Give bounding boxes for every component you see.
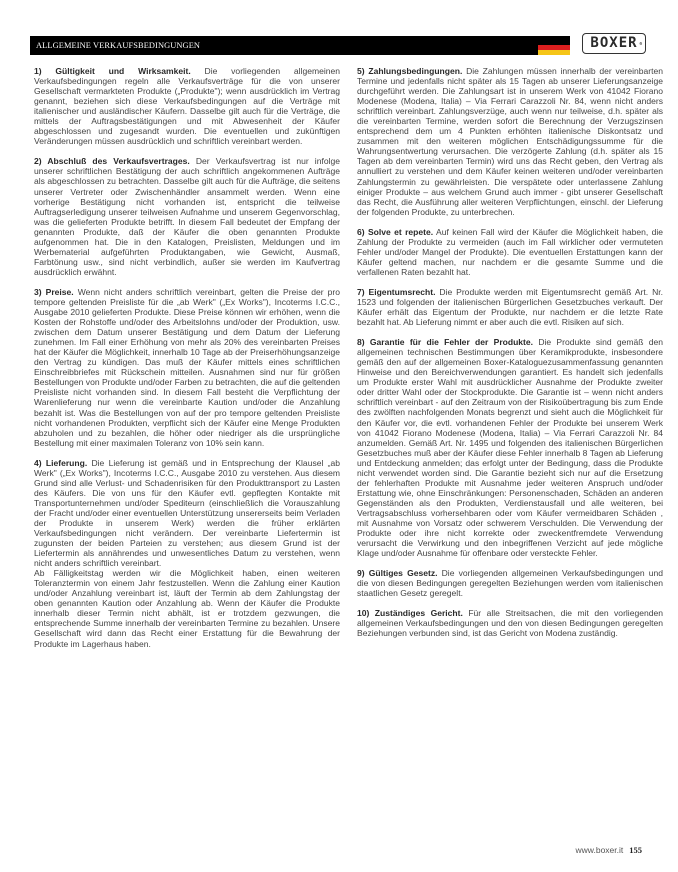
german-flag-icon <box>538 40 570 55</box>
boxer-logo <box>582 33 646 54</box>
clause-5 <box>357 66 663 217</box>
logo-text: BOXER <box>590 35 638 51</box>
clause-title: 9) Gültiges Gesetz. <box>357 568 438 579</box>
clause-7 <box>357 287 663 327</box>
right-column <box>357 66 663 648</box>
clause-title: 3) Preise. <box>34 286 74 297</box>
clause-title: 7) Eigentumsrecht. <box>357 286 436 297</box>
clause-body: Die Lieferung ist gemäß und in Entsprechung der Klausel „ab Werk" („Ex Works"), Incoterms I.C.C., Ausgabe 2010 zu verstehen. Aus diesem Grund sind alle Verlust- und Schadenrisiken für den Produkttransport zu Lasten des Käufers. Die von uns für den Käufer evtl. gepflegten Kontakte mit Transportunternehmen und/oder Spediteurn (einschließlich die Vorauszahlung der Fracht und/oder einer eventuellen Unterstützung unsererseits beim Verladen der Produkte in unserem Werk) werden die früher erklärten Verkaufsbedingungen nicht verändern. Der vereinbarte Liefertermin ist zugunsten der beiden Parteien zu verstehen; aus diesem Grund ist der Liefertermin als annährendes und unwesentliches Datum zu verstehen, wenn nicht anders schriftlich vereinbart. <box>34 457 341 569</box>
document-header-bar <box>30 36 538 55</box>
clause-body: Die Produkte sind gemäß den allgemeinen technischen Bestimmungen über Keramikprodukte, insbesondere gemäß den auf der allgemeinen Boxer-Kataloguezusammenfassung genannten Hinweise und den Bereichverwendungen garantiert. Es handelt sich jedenfalls um Produkte erster Wahl mit ausdrücklicher Ausnahme der Produkte zweiter oder dritter Wahl oder der Stockprodukte. Die Garantie ist – wenn nicht anders schriftlich vereinbart - auf den Zeitraum von der Risikoübertragung bis zum Ende des zwölften nachfolgenden Monats begrenzt und sieht auch die Möglichkeit für den Käufer vor, die evtl. vorhandenen Fehler der Produkte bei unserem Werk von 41042 Fiorano Modenese (Modena, Italia) – Via Ferrari Carazzoli Nr. 84 anzumelden. Gemäß Art. Nr. 1495 und folgenden des italienischen Bürgerlichen Gesetzbuches muß aber der Käufer diese Fehler innerhalb 8 Tagen ab Lieferung und Entdeckung anmelden; das erfolgt unter der Bedingung, dass die Produkte nicht verwendet worden sind. Die Garantie bezieht sich nur auf die Ersetzung der fehlerhaften Produkte mit Ausnahme jeder weiteren Anspruch und/oder Erstattung wie, ohne Einschränkungen: Personenschaden, Schäden an anderen Gegenständen als den Produkten, Verdienstausfall und alle weiteren, bei Vertragsabschluss vorhersehbaren oder vom Käufer vermeidbaren Schäden , mit Ausnahme von Vorsatz oder schwerem Verschulden. Die Verwendung der Produkte oder ihre nicht korrekte oder zweckentfremdete Verwendung verursacht die Verwirkung und den inbegriffenen Verzicht auf jede mögliche Klage und/oder Ausnahme für offenbare oder versteckte Fehler. <box>357 337 663 559</box>
clause-9 <box>357 568 663 598</box>
clause-8 <box>357 337 663 558</box>
clause-title: 2) Abschluß des Verkaufsvertrages. <box>34 156 190 167</box>
clause-title: 5) Zahlungsbedingungen. <box>357 66 463 76</box>
clause-3 <box>34 287 340 448</box>
clause-6 <box>357 227 663 277</box>
clause-title: 8) Garantie für die Fehler der Produkte. <box>357 337 534 348</box>
clause-body: Die vorliegenden allgemeinen Verkaufsbedingungen regeln alle Verkaufsverträge für die von unserer Gesellschaft vermarkteten Produkte („Produkte"); wenn ausdrücklich im Vertrag genannt, beziehen sich diese Verkaufsbedingungen auf die Verträge mit italienischer und ausländischer Käufern. Dasselbe gilt auch für die Verträge, die mittels der Auftragsbestätigungen und mit Abwesenheit der Käufer abgeschlossen und zugesandt wurden. Die eventuellen und zukünftigen Veränderungen müssen ausdrücklich und schriftlich vereinbart werden. <box>34 66 340 147</box>
left-column <box>34 66 340 659</box>
document-title: ALLGEMEINE VERKAUFSBEDINGUNGEN <box>36 41 201 50</box>
clause-title: 4) Lieferung. <box>34 457 88 468</box>
clause-body: Die Zahlungen müssen innerhalb der vereinbarten Termine und jedenfalls nicht später als 15 Tagen ab unserer Lieferungsanzeige durchgeführt werden. Die Zahlungsart ist in unserem Werk von 41042 Fiorano Modenese (Modena, Italia) – Via Ferrari Carazzoli Nr. 84, wenn nicht anders schriftlich vereinbart. Zahlungsverzüge, auch wenn nur teilweise, d.h. später als die vereinbarten Termine, werden sofort die Berechnung der Verzugszinsen entsprechend dem um 4 Punkten erhöhten italienische Diskontsatz und zusammen mit den weiteren möglichen Entschädigungssumme für die Wahrungsentwertung verursachen. Die verzögerte Zahlung (d.h. später als 15 Tagen ab dem vereinbarten Termin) wird uns das Recht geben, den Vertrag als annulliert zu verstehen und dem Käufer keinen weiteren und/oder vereinbarten Zahlungstermin zu gewährleisten. Die verspätete oder unterlassene Zahlung einiger Produkte – aus welchem Grund auch immer - gibt unserer Gesellschaft das Recht, die Ausführung aller weiteren Verpflichtungen, einschl. der Lieferung der folgenden Produkte, zu unterbrechen. <box>357 66 664 217</box>
clause-body: Wenn nicht anders schriftlich vereinbart, gelten die Preise der pro tempore geltenden Preisliste für die „ab Werk" („Ex Works"), Incoterms I.C.C., Ausgabe 2010 gelieferten Produkte. Diese Preise können wir erhöhen, wenn die Kosten der Rohstoffe und/oder des Arbeitslohns und/oder der Produktion, usw. zwischen dem Datum unserer Bestätigung und dem Datum der Lieferung zunehmen. Im Fall einer Erhöhung von mehr als 20% des vereinbarten Preises hat der Käufer die Möglichkeit, innerhalb 10 Tage ab der Preiserhöhungsanzeige den Vertrag zu kündigen. Das muß der Käufer mittels eines schriftlichen Einschreibbriefes mit Rückschein mitteilen. Ausnahmen sind nur für größen Bestellungen von Produkte und/oder Farben zu betrachten, die auf die geltenden Preisliste nicht vorhanden sind. In diesem Fall besteht die Verpflichtung der Warenlieferung nur wenn die vereinbarte Kaution und/oder die Anzahlung bezahlt ist. Was die Bestellungen von auf der pro tempore geltenden Preisliste nicht vorhandenen Produkten, verpflicht sich der Käufer eine Menge Produkten abzuholen und zu bezahlen, die höher oder niedriger als die ursprüngliche Bestellung mit einer maximalen Toleranz von 10% sein kann. <box>34 286 341 448</box>
website-link[interactable]: www.boxer.it <box>575 845 624 855</box>
page-number: 155 <box>629 845 642 855</box>
clause-body-continued: Ab Fälligkeitstag werden wir die Möglichkeit haben, einen weiteren Toleranztermin von einem Jahr festzustellen. Wenn die Zahlung einer Kaution und/oder Anzahlung vereinbart ist, läuft der Termin ab dem Zahlungstag der oben genannten Kaution oder Anzahlung ab. Wenn der Käufer die Produkte innerhalb dieser Termin nicht abhält, ist er trotzdem gezwungen, die entsprechende Summe innerhalb der vereinbarten Termine zu bezahlen. Unsere Gesellschaft wird dann das Recht einer Erstattung für die Bewahrung der Produkte im Lagerhaus haben. <box>34 568 340 649</box>
clause-title: 1) Gültigkeit und Wirksamkeit. <box>34 66 191 76</box>
registered-mark: ® <box>639 41 643 46</box>
clause-title: 10) Zuständiges Gericht. <box>357 608 463 619</box>
clause-4 <box>34 458 340 649</box>
page-footer <box>576 845 642 855</box>
clause-1 <box>34 66 340 146</box>
clause-body: Der Verkaufsvertrag ist nur infolge unserer schriftlichen Bestätigung der auch schriftlich angekommenen Aufträge als abgeschlossen zu betrachten. Dasselbe gilt auch für die Aufträge, die seitens unserer Vertreter oder Zwischenhändler ansammelt werden. Wenn eine vorherige Bestätigung nicht vorhanden ist, entspricht die teilweise Auftragserledigung unserer teilweisen Aufnahme und unserem Gegenvorschlag, was die gelieferten Produkte betrifft. In diesem Fall bedeutet der Empfang der genannten Produkte, daß der Käufer die oben genannten Produkte aufgenommen hat. Die in den Katalogen, Preislisten, Meldungen und im Werbematerial aufgeführten Produktangaben, wie Gewicht, Ausmaß, Farbtönung usw., sind nicht verbindlich, außer sie werden im Kaufvertrag ausdrücklich erwähnt. <box>34 156 340 277</box>
clause-10 <box>357 608 663 638</box>
clause-body: Auf keinen Fall wird der Käufer die Möglichkeit haben, die Zahlung der Produkte zu vermeiden (auch im Fall wirklicher oder vermuteten Fehler und/oder Mangel der Produkte). Die eventuellen Erstattungen kann der Käufer geltend machen, nur nachdem er die gesamte Summe und die verfallenen Raten bezahlt hat. <box>357 226 663 277</box>
clause-body: Die vorliegenden allgemeinen Verkaufsbedingungen und die von diesen Bedingungen geregelten Beziehungen werden vom italienischen staatlichen Gesetz geregelt. <box>357 568 663 599</box>
clause-2 <box>34 156 340 277</box>
flag-stripe-gold <box>538 50 570 55</box>
clause-title: 6) Solve et repete. <box>357 226 434 237</box>
clause-body: Für alle Streitsachen, die mit den vorliegenden allgemeinen Verkaufsbedingungen und den von diesen Bedingungen geregelten Beziehungen verbunden sind, ist das Gericht von Modena zuständig. <box>357 608 663 639</box>
clause-body: Die Produkte werden mit Eigentumsrecht gemäß Art. Nr. 1523 und folgenden der italienischen Bürgerlichen Gesetzbuches verkauft. Der Käufer erhält das Eigentum der Produkte, nur nachdem er die letzte Rate bezahlt hat. Ab Lieferung nimmt er aber auch die evtl. Risiken auf sich. <box>357 286 663 328</box>
